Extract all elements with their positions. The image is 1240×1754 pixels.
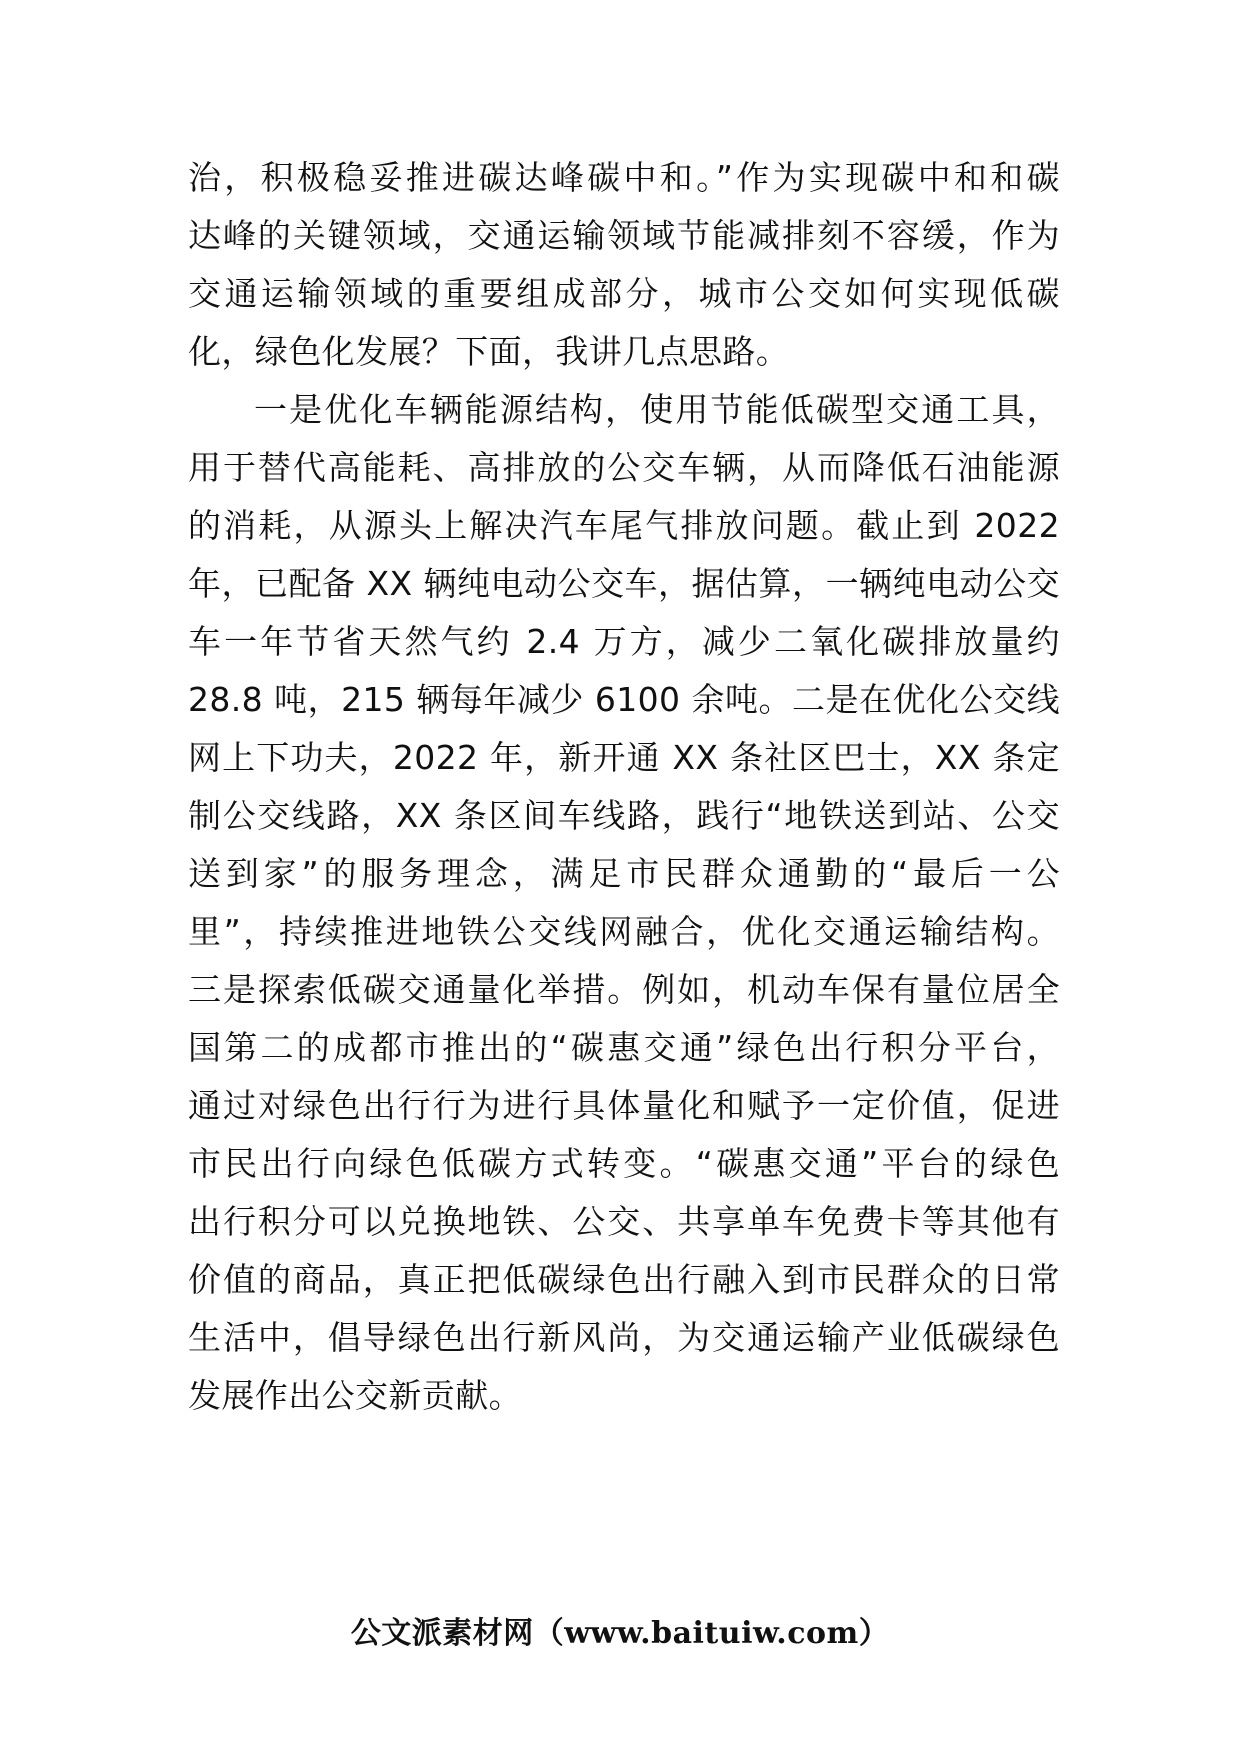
body-line-5: 一是优化车辆能源结构，使用节能低碳型交通工具， [254, 390, 1060, 429]
body-line-16: 国第二的成都市推出的“碳惠交通”绿色出行积分平台， [188, 1028, 1060, 1067]
body-line-20: 价值的商品，真正把低碳绿色出行融入到市民群众的日常 [188, 1260, 1060, 1299]
body-line-4: 化，绿色化发展？下面，我讲几点思路。 [188, 332, 790, 371]
body-line-7: 的消耗，从源头上解决汽车尾气排放问题。截止到 2022 [188, 506, 1060, 545]
body-line-22: 发展作出公交新贡献。 [188, 1376, 522, 1415]
body-line-9: 车一年节省天然气约 2.4 万方，减少二氧化碳排放量约 [188, 622, 1060, 661]
body-line-14: 里”，持续推进地铁公交线网融合，优化交通运输结构。 [188, 912, 1060, 951]
body-line-17: 通过对绿色出行行为进行具体量化和赋予一定价值，促进 [188, 1086, 1060, 1125]
body-line-2: 达峰的关键领域，交通运输领域节能减排刻不容缓，作为 [188, 216, 1060, 255]
body-line-15: 三是探索低碳交通量化举措。例如，机动车保有量位居全 [188, 970, 1060, 1009]
body-line-11: 网上下功夫，2022 年，新开通 XX 条社区巴士，XX 条定 [188, 738, 1060, 777]
body-line-18: 市民出行向绿色低碳方式转变。“碳惠交通”平台的绿色 [188, 1144, 1060, 1183]
footer-source: 公文派素材网（www.baituiw.com） [350, 1616, 890, 1651]
body-line-19: 出行积分可以兑换地铁、公交、共享单车免费卡等其他有 [188, 1202, 1060, 1241]
body-line-10: 28.8 吨，215 辆每年减少 6100 余吨。二是在优化公交线 [188, 680, 1060, 719]
body-line-8: 年，已配备 XX 辆纯电动公交车，据估算，一辆纯电动公交 [188, 564, 1060, 603]
body-line-13: 送到家”的服务理念，满足市民群众通勤的“最后一公 [188, 854, 1060, 893]
body-line-12: 制公交线路，XX 条区间车线路，践行“地铁送到站、公交 [188, 796, 1060, 835]
body-line-1: 治，积极稳妥推进碳达峰碳中和。”作为实现碳中和和碳 [188, 158, 1060, 197]
body-line-21: 生活中，倡导绿色出行新风尚，为交通运输产业低碳绿色 [188, 1318, 1060, 1357]
body-line-6: 用于替代高能耗、高排放的公交车辆，从而降低石油能源 [188, 448, 1060, 487]
body-line-3: 交通运输领域的重要组成部分，城市公交如何实现低碳 [188, 274, 1060, 313]
